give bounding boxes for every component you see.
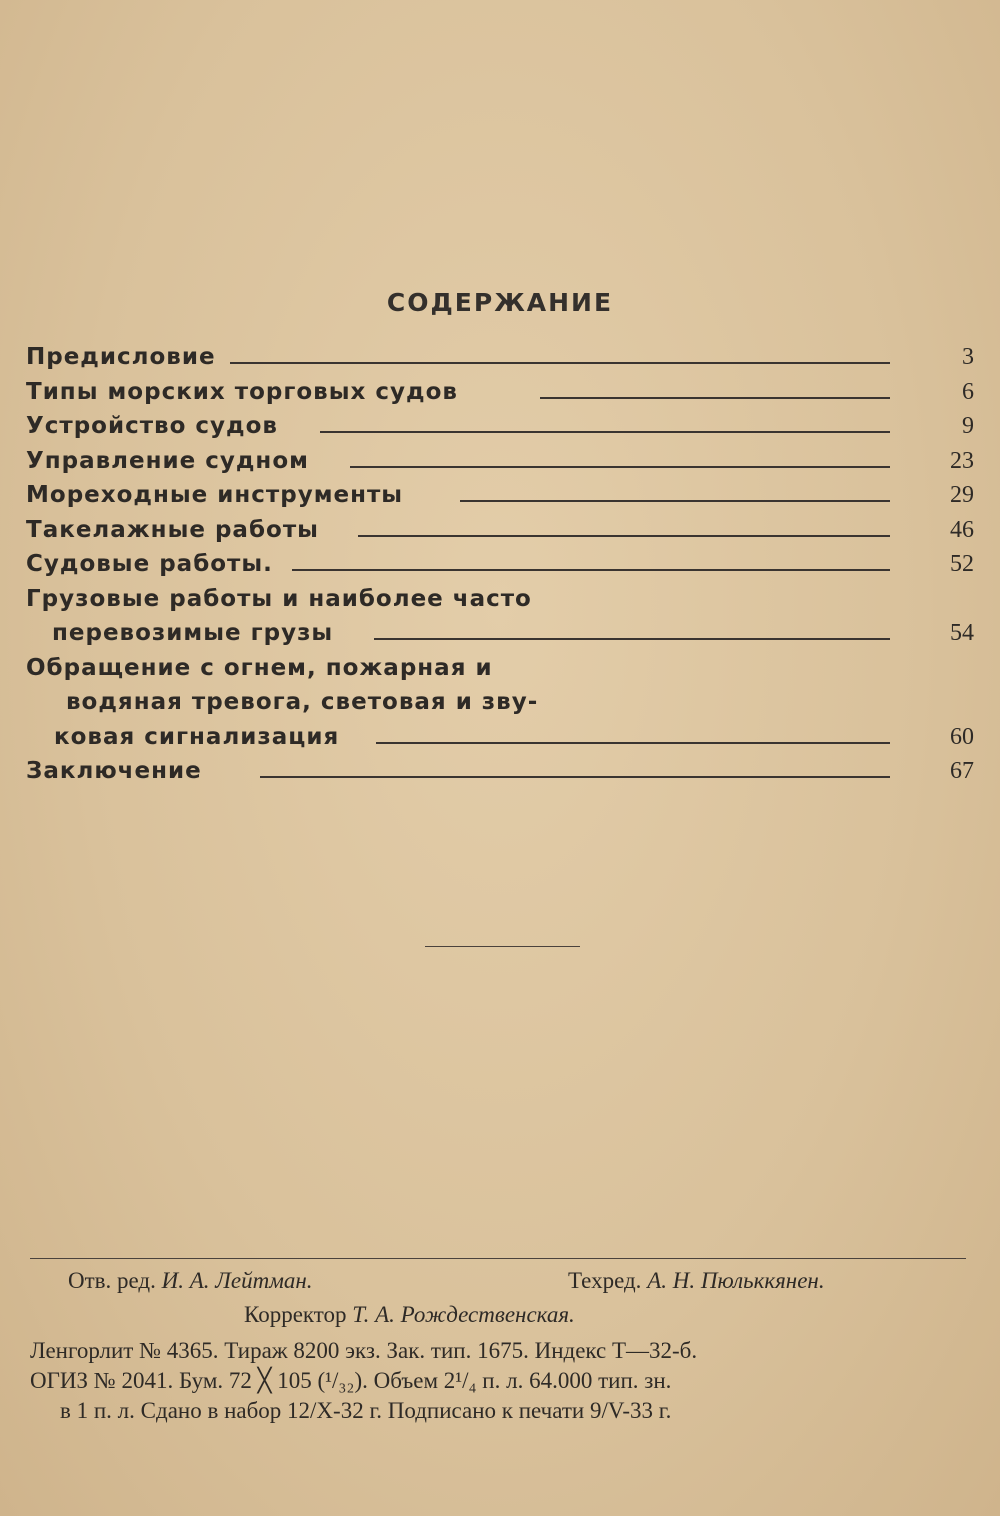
toc-page-number: 29: [950, 482, 974, 508]
tech-editor-label: Техред.: [568, 1268, 642, 1293]
toc-entry-line: [26, 616, 974, 651]
toc-page-number: 52: [950, 551, 974, 577]
toc-page-number: 23: [950, 447, 974, 474]
toc-leader-line: [376, 742, 890, 744]
toc-leader-line: [540, 397, 890, 399]
tech-editor-name: А. Н. Пюльккянен.: [647, 1268, 825, 1293]
toc-entry-title: Грузовые работы и наиболее часто: [26, 585, 532, 612]
toc-page-number: 54: [950, 620, 974, 646]
toc-entry-line: [26, 478, 974, 513]
toc-entry-line: [26, 685, 974, 720]
toc-entry-title: Предисловие: [26, 344, 216, 370]
toc-entry-title: Мореходные инструменты: [26, 482, 404, 508]
toc-entry-line: [26, 754, 974, 789]
divider-short: [425, 946, 580, 947]
toc-entry-title: водяная тревога, световая и зву-: [66, 689, 539, 715]
toc-entry-line: [26, 340, 974, 375]
corrector-name: Т. А. Рождественская.: [352, 1302, 575, 1327]
toc-entry-line: [26, 513, 974, 548]
imprint-line-paper: ОГИЗ № 2041. Бум. 72 ╳ 105 (¹/₃₂). Объем 2¹/₄ п. л. 64.000 тип. зн.: [30, 1368, 672, 1393]
editor-name: И. А. Лейтман.: [161, 1268, 313, 1293]
toc-page-number: 60: [950, 723, 974, 750]
toc-entry-title: Устройство судов: [26, 413, 278, 439]
toc-entry-line: [26, 444, 974, 479]
toc-entry-title: Заключение: [26, 758, 202, 784]
toc-entry-line: [26, 720, 974, 755]
toc-entry-title: ковая сигнализация: [54, 723, 340, 750]
toc-entry-title: Обращение с огнем, пожарная и: [26, 654, 493, 681]
divider-long: [30, 1258, 966, 1259]
editor-label: Отв. ред.: [68, 1268, 156, 1293]
corrector-label: Корректор: [244, 1302, 347, 1327]
toc-leader-line: [320, 431, 890, 433]
toc-entry-line: [26, 582, 974, 617]
toc-page-number: 9: [962, 413, 974, 439]
toc-entry-title: Управление судном: [26, 447, 309, 474]
toc-entry-title: Такелажные работы: [26, 516, 319, 543]
toc-entry-line: [26, 375, 974, 410]
toc-entry-line: [26, 651, 974, 686]
toc-leader-line: [358, 535, 890, 537]
toc-entry-line: [26, 409, 974, 444]
toc-entry-title: Типы морских торговых судов: [26, 378, 458, 405]
toc-entry-title: перевозимые грузы: [52, 620, 334, 646]
toc-leader-line: [260, 776, 890, 778]
toc-page-number: 67: [950, 758, 974, 784]
toc-entry-title: Судовые работы.: [26, 551, 273, 577]
imprint-line-license: Ленгорлит № 4365. Тираж 8200 экз. Зак. тип. 1675. Индекс Т—32-б.: [30, 1338, 698, 1363]
toc-leader-line: [292, 569, 890, 571]
imprint-line-dates: в 1 п. л. Сдано в набор 12/X-32 г. Подписано к печати 9/V-33 г.: [60, 1398, 672, 1423]
toc-leader-line: [350, 466, 890, 468]
toc-leader-line: [230, 362, 890, 364]
toc-leader-line: [374, 638, 890, 640]
toc-page-number: 46: [950, 516, 974, 543]
toc-page-number: 6: [962, 378, 974, 405]
toc-leader-line: [460, 500, 890, 502]
toc-entry-line: [26, 547, 974, 582]
contents-heading: СОДЕРЖАНИЕ: [386, 288, 614, 317]
toc-page-number: 3: [962, 344, 974, 370]
